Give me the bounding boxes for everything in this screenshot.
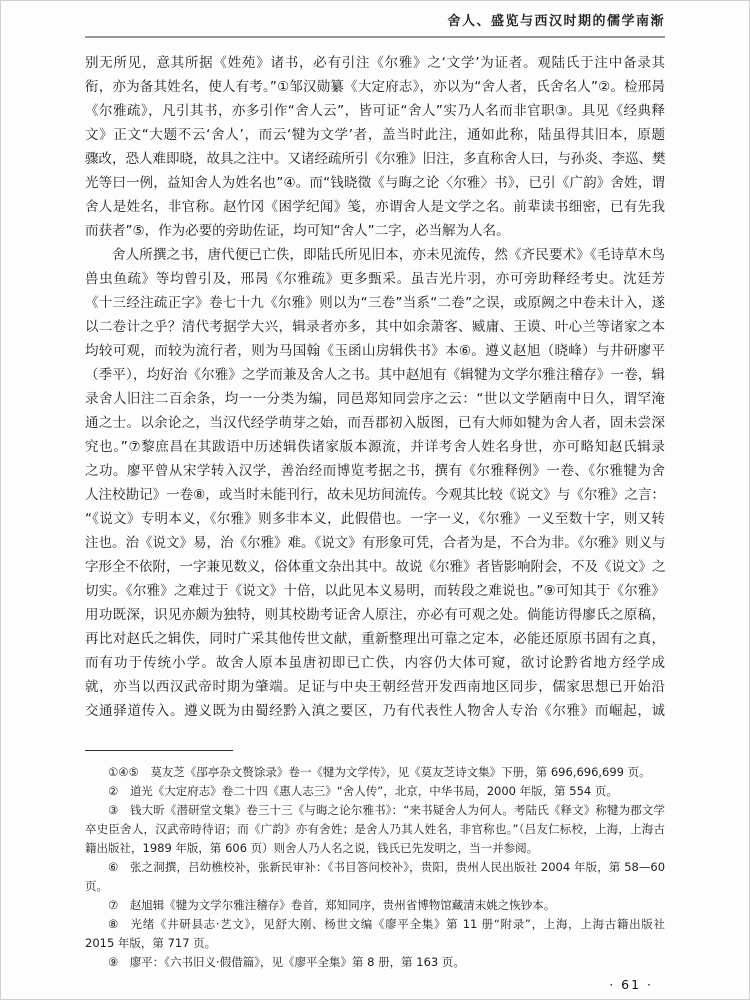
body-line: 文》正文“大题不云‘舍人’，而云‘犍为文学’者，盖当时此注，通如此称，陆虽得其旧本，原题 (85, 127, 665, 143)
body-line: 录舍人旧注二百余条，均一一分类为编，同邑郑知同尝序之云：“世以文学陋南中日久，谓罕淹 (85, 391, 665, 407)
body-line: 就，亦当以西汉武帝时期为肇端。足证与中央王朝经营开发西南地区同步，儒家思想已开始沿 (85, 679, 665, 695)
page-number: · 61 · (609, 977, 653, 992)
footnote-separator (85, 750, 233, 751)
body-line: 而获者”⑤，作为必要的旁助佐证，均可知“舍人”二字，必当解为人名。 (85, 223, 510, 239)
body-line: 以二卷计之乎？清代考据学大兴，辑录者亦多，其中如余萧客、臧庸、王谟、叶心兰等诸家之本 (85, 319, 665, 335)
footnote-text: 道光《大定府志》卷二十四《惠人志三》“舍人传”，北京，中华书局，2000 年版，第 554 页。 (129, 784, 618, 798)
body-line: 均较可观，而较为流行者，则为马国翰《玉函山房辑佚书》本⑥。遵义赵旭（晓峰）与井研廖平 (85, 343, 665, 359)
body-line: 字形全不依附，一字兼见数义，俗体重文杂出其中。故说《尔雅》者皆影响附会，不及《说文》之 (85, 559, 666, 575)
body-line: 舍人所撰之书，唐代便已亡佚，即陆氏所见旧本，亦未见流传，然《齐民要术》《毛诗草木鸟 (112, 247, 665, 263)
body-line: 别无所见，意其所据《姓苑》诸书，必有引注《尔雅》之‘文学’为证者。观陆氏于注中备录其 (85, 55, 665, 71)
running-head-title: 舍人、盛览与西汉时期的儒学南渐 (447, 14, 665, 29)
footnote-text: 张之洞撰，吕幼樵校补，张新民审补：《书目答问校补》，贵阳，贵州人民出版社 2004 年版，第 58—60 页。 (85, 860, 666, 893)
footnote-entry (85, 801, 665, 858)
footnote-marker: ⑦ (108, 898, 119, 912)
footnote-marker: ①④⑤ (108, 765, 139, 779)
body-line: 而有功于传统小学。故舍人原本虽唐初即已亡佚，内容仍大体可窥，欲讨论黔省地方经学成 (85, 655, 665, 671)
body-line: 通之士。以余论之，当汉代经学萌芽之始，而吾郡初入版图，已有大师如犍为舍人者，固未尝深 (85, 415, 665, 431)
body-line: （季平），均好治《尔雅》之学而兼及舍人之书。其中赵旭有《辑犍为文学尔雅注稽存》一卷，辑 (85, 367, 665, 383)
footnote-marker: ⑥ (108, 860, 119, 874)
footnote-text: 莫友芝《郘亭杂文赘馀录》卷一《犍为文学传》，见《莫友芝诗文集》下册，第 696,696,699 页。 (150, 765, 651, 779)
footnote-entry (85, 782, 665, 801)
body-line: 再比对赵氏之辑佚，同时广采其他传世文献，重新整理出可靠之定本，必能还原原书固有之真， (85, 631, 665, 647)
body-line: 人注校勘记》一卷⑧，或当时未能刊行，故未见坊间流传。今观其比较《说文》与《尔雅》之言： (85, 487, 665, 503)
body-line: 《十三经注疏正字》卷七十九《尔雅》则以为“三卷”当系“二卷”之误，或原阙之中卷未计入，遂 (85, 295, 665, 311)
footnote-marker: ③ (108, 803, 119, 817)
page-footer (609, 977, 653, 992)
footnote-text: 廖平：《六书旧义·假借篇》，见《廖平全集》第 8 册，第 163 页。 (129, 955, 465, 969)
footnote-text: 钱大昕《潜研堂文集》卷三十三《与晦之论尔雅书》：“来书疑舍人为何人。考陆氏《释文》称犍为郡文学卒史臣舍人，汉武帝時待诏；而《广韵》亦有舍姓；是舍人乃其人姓名，非官称也。”（吕友仁标校，上海，上海古籍出版社，1989 年版，第 606 页）则舍人乃人名之说，钱氏已先发明之，当一并参阅。 (85, 803, 665, 855)
footnote-entry (85, 915, 665, 953)
body-line: 究也。”⑦黎庶昌在其跋语中历述辑佚诸家版本源流，并详考舍人姓名身世，亦可略知赵氏辑录 (85, 439, 665, 455)
body-line: 之功。廖平曾从宋学转入汉学，善治经而博览考据之书，撰有《尔雅释例》一卷、《尔雅犍为舍 (85, 463, 665, 479)
body-text (85, 51, 665, 723)
footnote-entry (85, 858, 665, 896)
body-paragraphs (85, 51, 665, 723)
body-line: 衔，亦为备其姓名，使人有考。”①邹汉勋纂《大定府志》，亦以为“舍人者，氏舍名人”②。检邢昺 (85, 79, 665, 95)
body-line: “《说文》专明本义，《尔雅》则多非本义，此假借也。一字一义，《尔雅》一义至数十字，则又转 (85, 511, 665, 527)
body-line: 用功既深，识见亦颇为独特，则其校勘考证舍人原注，亦必有可观之处。倘能访得廖氏之原稿， (85, 607, 665, 623)
page-header (85, 1, 665, 38)
body-line: 切实。《尔雅》之难过于《说文》十倍，以此见本义易明，而转段之难说也。”⑨可知其于《尔雅》 (85, 583, 665, 599)
footnote-marker: ⑨ (108, 955, 119, 969)
body-line: 兽虫鱼疏》等均曾引及，邢昺《尔雅疏》更多甄采。虽吉光片羽，亦可旁助释经考史。沈廷芳 (85, 271, 665, 287)
footnote-text: 光绪《井研县志·艺文》，见舒大刚、杨世文编《廖平全集》第 11 册“附录”，上海，上海古籍出版社 2015 年版，第 717 页。 (85, 917, 666, 950)
body-line: 交通驿道传入。遵义既为由蜀经黔入滇之要区，乃有代表性人物舍人专治《尔雅》而崛起，诚 (85, 703, 665, 719)
body-line: 注也。治《说文》易，治《尔雅》难。《说文》有形象可凭，合者为是，不合为非。《尔雅》则义与 (85, 535, 666, 551)
body-line: 舍人是姓名，非官称。赵竹冈《困学纪闻》笺，亦谓舍人是文学之名。前辈读书细密，已有先我 (85, 199, 665, 215)
footnote-text: 赵旭辑《犍为文学尔雅注稽存》卷首，郑知同序，贵州省博物馆藏清末姚之恢钞本。 (129, 898, 556, 912)
footnote-marker: ⑧ (108, 917, 120, 931)
body-line: 《尔雅疏》，凡引其书，亦多引作“舍人云”，皆可证“舍人”实乃人名而非官职③。具见《经典释 (85, 103, 665, 119)
footnote-entry (85, 953, 665, 972)
footnote-entry (85, 896, 665, 915)
footnote-entry (85, 763, 665, 782)
footnote-marker: ② (108, 784, 119, 798)
body-line: 光等曰一例，益知舍人为姓名也”④。而“钱晓徵《与晦之论〈尔雅〉书》，已引《广韵》舍姓，谓 (85, 175, 665, 191)
footnotes (85, 763, 665, 972)
body-line: 骤改，恐人难即晓，故具之注中。又诸经疏所引《尔雅》旧注，多直称舍人曰，与孙炎、李巡、樊 (85, 151, 666, 167)
